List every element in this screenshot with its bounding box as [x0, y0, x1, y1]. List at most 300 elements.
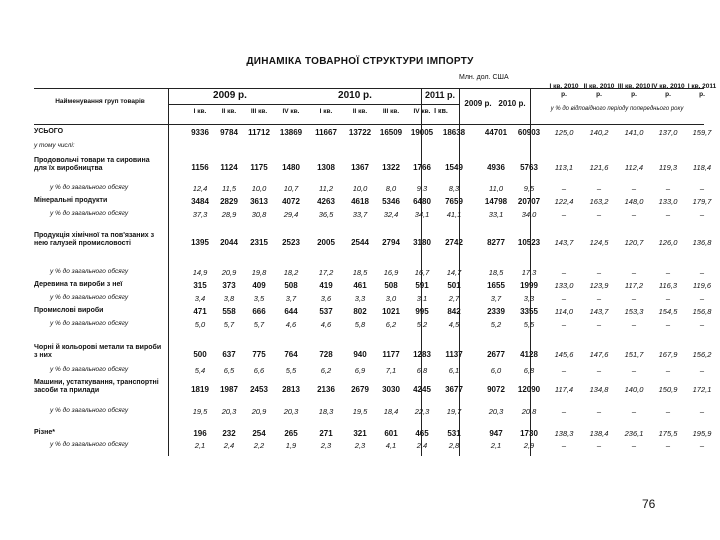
- table-cell: 9336: [191, 128, 209, 137]
- table-cell: 20707: [517, 197, 541, 206]
- table-cell: 20,3: [488, 407, 504, 416]
- table-cell: 14,9: [192, 268, 208, 277]
- table-vline: [168, 88, 169, 456]
- row-label: Різне*: [34, 429, 55, 436]
- table-cell: 764: [284, 350, 298, 359]
- table-cell: 124,5: [589, 238, 609, 247]
- table-cell: 2,7: [448, 294, 460, 303]
- table-cell: 4936: [487, 163, 505, 172]
- table-cell: 4263: [317, 197, 335, 206]
- document-title: ДИНАМІКА ТОВАРНОЇ СТРУКТУРИ ІМПОРТУ: [246, 56, 474, 67]
- table-cell: 6480: [413, 197, 431, 206]
- table-cell: 156,8: [692, 307, 712, 316]
- table-cell: 22,3: [414, 407, 430, 416]
- table-cell: 156,2: [692, 350, 712, 359]
- table-cell: 113,1: [554, 163, 574, 172]
- table-cell: –: [699, 366, 705, 375]
- table-cell: –: [631, 210, 637, 219]
- row-label: Чорні й кольорові метали та вироби з них: [34, 344, 162, 359]
- row-label: у % до загального обсягу: [50, 441, 129, 448]
- table-cell: 1021: [382, 307, 400, 316]
- table-cell: 6,1: [448, 366, 460, 375]
- table-cell: 6,9: [354, 366, 366, 375]
- table-cell: –: [596, 268, 602, 277]
- table-cell: 16,7: [414, 268, 430, 277]
- table-cell: 17,2: [318, 268, 334, 277]
- header-year-2009: 2009 р.: [213, 90, 247, 101]
- table-cell: 531: [447, 429, 461, 438]
- table-cell: 9784: [220, 128, 238, 137]
- table-cell: 2,4: [223, 441, 235, 450]
- table-hline: [168, 104, 459, 105]
- table-cell: 117,2: [624, 281, 644, 290]
- table-cell: 8,3: [448, 184, 460, 193]
- table-cell: –: [596, 366, 602, 375]
- table-cell: –: [631, 407, 637, 416]
- table-cell: 11,2: [318, 184, 334, 193]
- table-cell: 20,9: [251, 407, 267, 416]
- table-cell: 3,0: [385, 294, 397, 303]
- row-label: Мінеральні продукти: [34, 197, 108, 204]
- table-cell: 5,4: [194, 366, 206, 375]
- table-cell: 232: [222, 429, 236, 438]
- table-cell: 5,0: [194, 320, 206, 329]
- table-cell: 147,6: [589, 350, 609, 359]
- table-cell: 13722: [348, 128, 372, 137]
- row-label: Машини, устаткування, транспортні засоби та прилади: [34, 379, 159, 394]
- table-cell: 4,6: [285, 320, 297, 329]
- header-name-column: Найменування груп товарів: [55, 98, 145, 105]
- table-cell: 140,0: [624, 385, 644, 394]
- table-cell: 34,0: [521, 210, 537, 219]
- table-cell: –: [596, 441, 602, 450]
- table-cell: 4618: [351, 197, 369, 206]
- table-cell: –: [699, 268, 705, 277]
- table-cell: 9,5: [523, 184, 535, 193]
- header-growth-period: І кв. 2011 р.: [687, 83, 717, 98]
- table-cell: 3180: [413, 238, 431, 247]
- table-cell: 471: [193, 307, 207, 316]
- table-cell: –: [699, 320, 705, 329]
- header-quarter: І кв.: [319, 108, 333, 115]
- row-label: у % до загального обсягу: [50, 184, 129, 191]
- table-cell: 34,1: [414, 210, 430, 219]
- table-cell: –: [665, 366, 671, 375]
- table-cell: 501: [447, 281, 461, 290]
- table-cell: 2679: [351, 385, 369, 394]
- table-cell: 18,3: [318, 407, 334, 416]
- table-cell: 10,0: [251, 184, 267, 193]
- table-cell: –: [665, 294, 671, 303]
- table-cell: 2,3: [320, 441, 332, 450]
- table-cell: 1367: [351, 163, 369, 172]
- row-label: у % до загального обсягу: [50, 320, 129, 327]
- table-cell: 118,4: [692, 163, 712, 172]
- table-cell: 122,4: [554, 197, 574, 206]
- table-cell: 9072: [487, 385, 505, 394]
- table-cell: 6,2: [320, 366, 332, 375]
- table-cell: 11,0: [488, 184, 504, 193]
- table-cell: –: [561, 441, 567, 450]
- table-cell: 6,5: [223, 366, 235, 375]
- table-cell: 5,2: [490, 320, 502, 329]
- table-cell: 148,0: [624, 197, 644, 206]
- header-year-2010: 2010 р.: [338, 90, 372, 101]
- table-hline: [34, 124, 704, 125]
- table-cell: 121,6: [589, 163, 609, 172]
- table-cell: 28,9: [221, 210, 237, 219]
- table-cell: 29,4: [283, 210, 299, 219]
- table-cell: 5,7: [253, 320, 265, 329]
- table-cell: 2794: [382, 238, 400, 247]
- table-cell: 2315: [250, 238, 268, 247]
- table-cell: –: [699, 210, 705, 219]
- table-cell: 3,5: [253, 294, 265, 303]
- row-label: у тому числі:: [34, 142, 75, 149]
- table-cell: 18,5: [352, 268, 368, 277]
- table-cell: 9,3: [416, 184, 428, 193]
- table-cell: 14798: [484, 197, 508, 206]
- table-cell: 136,8: [692, 238, 712, 247]
- table-cell: 508: [284, 281, 298, 290]
- table-cell: 10523: [517, 238, 541, 247]
- row-label: Промислові вироби: [34, 307, 104, 314]
- table-cell: 30,8: [251, 210, 267, 219]
- table-cell: –: [699, 294, 705, 303]
- header-growth-period: І кв. 2010 р.: [549, 83, 579, 98]
- table-cell: 2339: [487, 307, 505, 316]
- table-cell: –: [665, 210, 671, 219]
- row-label: Продовольчі товари та сировина для їх виробництва: [34, 157, 150, 172]
- table-cell: 16509: [379, 128, 403, 137]
- table-cell: –: [631, 268, 637, 277]
- table-cell: –: [631, 184, 637, 193]
- header-quarter: ІІІ кв.: [382, 108, 400, 115]
- table-cell: 3484: [191, 197, 209, 206]
- table-cell: 1549: [445, 163, 463, 172]
- table-cell: 112,4: [624, 163, 644, 172]
- header-growth-period: IV кв. 2010 р.: [651, 83, 685, 98]
- table-cell: 36,5: [318, 210, 334, 219]
- table-cell: 1999: [520, 281, 538, 290]
- table-cell: 19,5: [192, 407, 208, 416]
- table-cell: 321: [353, 429, 367, 438]
- table-cell: 2,3: [354, 441, 366, 450]
- table-cell: 141,0: [624, 128, 644, 137]
- table-cell: 2742: [445, 238, 463, 247]
- table-cell: 145,6: [554, 350, 574, 359]
- table-cell: 153,3: [624, 307, 644, 316]
- table-cell: 1124: [220, 163, 238, 172]
- table-cell: –: [596, 294, 602, 303]
- table-cell: 2,8: [448, 441, 460, 450]
- table-cell: –: [561, 294, 567, 303]
- table-cell: 995: [415, 307, 429, 316]
- table-cell: –: [561, 268, 567, 277]
- table-cell: 20,3: [283, 407, 299, 416]
- table-cell: –: [561, 366, 567, 375]
- table-cell: 728: [319, 350, 333, 359]
- header-quarter: IV кв.: [413, 108, 431, 115]
- table-cell: 16,9: [383, 268, 399, 277]
- table-cell: 123,9: [589, 281, 609, 290]
- table-cell: 20,9: [221, 268, 237, 277]
- table-cell: –: [596, 210, 602, 219]
- table-cell: 1322: [382, 163, 400, 172]
- table-cell: 20,8: [521, 407, 537, 416]
- table-cell: 125,0: [554, 128, 574, 137]
- table-cell: –: [631, 320, 637, 329]
- table-cell: 2544: [351, 238, 369, 247]
- table-cell: 195,9: [692, 429, 712, 438]
- table-cell: 1655: [487, 281, 505, 290]
- table-cell: 11,5: [221, 184, 237, 193]
- table-cell: 2453: [250, 385, 268, 394]
- table-cell: 2,9: [523, 441, 535, 450]
- table-cell: 13869: [279, 128, 303, 137]
- table-cell: 11712: [248, 128, 270, 137]
- table-cell: 18,4: [383, 407, 399, 416]
- table-cell: 254: [252, 429, 266, 438]
- table-cell: –: [699, 407, 705, 416]
- table-cell: –: [561, 210, 567, 219]
- table-cell: 33,1: [488, 210, 504, 219]
- table-cell: 14,7: [446, 268, 462, 277]
- table-cell: 137,0: [658, 128, 678, 137]
- table-cell: 44701: [484, 128, 508, 137]
- table-cell: 409: [252, 281, 266, 290]
- table-cell: 17,3: [521, 268, 537, 277]
- table-cell: 4128: [520, 350, 538, 359]
- table-cell: –: [631, 294, 637, 303]
- table-cell: 1308: [317, 163, 335, 172]
- table-cell: 32,4: [383, 210, 399, 219]
- table-cell: 138,3: [554, 429, 574, 438]
- table-cell: 19,5: [352, 407, 368, 416]
- table-cell: 6,8: [416, 366, 428, 375]
- table-cell: 119,3: [658, 163, 678, 172]
- table-cell: 179,7: [692, 197, 712, 206]
- table-cell: 151,7: [624, 350, 644, 359]
- table-cell: 138,4: [589, 429, 609, 438]
- table-cell: 3613: [250, 197, 268, 206]
- table-cell: 271: [319, 429, 333, 438]
- table-cell: 117,4: [554, 385, 574, 394]
- table-cell: 37,3: [192, 210, 208, 219]
- table-cell: 1156: [191, 163, 209, 172]
- table-cell: 373: [222, 281, 236, 290]
- table-cell: 315: [193, 281, 207, 290]
- table-cell: 3,3: [523, 294, 535, 303]
- table-cell: –: [561, 407, 567, 416]
- table-cell: 1987: [220, 385, 238, 394]
- header-growth-period: ІІ кв. 2010 р.: [583, 83, 615, 98]
- table-cell: 5763: [520, 163, 538, 172]
- table-cell: 167,9: [658, 350, 678, 359]
- table-cell: 2677: [487, 350, 505, 359]
- table-cell: 126,0: [658, 238, 678, 247]
- table-cell: 591: [415, 281, 429, 290]
- table-cell: 1175: [250, 163, 268, 172]
- table-cell: 2813: [282, 385, 300, 394]
- table-cell: 12090: [517, 385, 541, 394]
- header-growth-period: ІІІ кв. 2010 р.: [617, 83, 651, 98]
- header-quarter: І кв.: [193, 108, 207, 115]
- table-cell: 7,1: [385, 366, 397, 375]
- header-annual-2009: 2009 р.: [464, 99, 492, 108]
- table-cell: 500: [193, 350, 207, 359]
- table-cell: –: [631, 441, 637, 450]
- table-cell: 159,7: [692, 128, 712, 137]
- table-cell: 419: [319, 281, 333, 290]
- table-cell: 3030: [382, 385, 400, 394]
- table-cell: 120,7: [624, 238, 644, 247]
- row-label: Деревина та вироби з неї: [34, 281, 123, 288]
- table-cell: 133,0: [554, 281, 574, 290]
- table-cell: 1137: [445, 350, 463, 359]
- table-cell: 5,5: [523, 320, 535, 329]
- table-cell: 3,8: [223, 294, 235, 303]
- table-cell: 3,7: [490, 294, 502, 303]
- table-cell: 802: [353, 307, 367, 316]
- header-quarter: ІІ кв.: [221, 108, 237, 115]
- table-cell: 4072: [282, 197, 300, 206]
- table-cell: 7659: [445, 197, 463, 206]
- row-label: УСЬОГО: [34, 128, 64, 135]
- table-cell: 41,1: [446, 210, 462, 219]
- table-cell: 5,2: [416, 320, 428, 329]
- table-cell: –: [596, 407, 602, 416]
- table-cell: 33,7: [352, 210, 368, 219]
- header-quarter: ІІ кв.: [352, 108, 368, 115]
- table-cell: –: [665, 184, 671, 193]
- table-cell: 12,4: [192, 184, 208, 193]
- table-cell: 114,0: [554, 307, 574, 316]
- table-cell: 143,7: [589, 307, 609, 316]
- table-cell: 2523: [282, 238, 300, 247]
- row-label: у % до загального обсягу: [50, 407, 129, 414]
- table-cell: –: [596, 184, 602, 193]
- table-cell: 5,5: [285, 366, 297, 375]
- table-cell: –: [665, 407, 671, 416]
- table-cell: 143,7: [554, 238, 574, 247]
- row-label: у % до загального обсягу: [50, 366, 129, 373]
- table-cell: –: [561, 184, 567, 193]
- table-cell: 1819: [191, 385, 209, 394]
- table-cell: 3,6: [320, 294, 332, 303]
- table-cell: 3,3: [354, 294, 366, 303]
- table-cell: 1480: [282, 163, 300, 172]
- table-cell: 4,5: [448, 320, 460, 329]
- table-cell: 3677: [445, 385, 463, 394]
- table-cell: 11667: [315, 128, 337, 137]
- table-cell: 2044: [220, 238, 238, 247]
- table-cell: 265: [284, 429, 298, 438]
- table-cell: 119,6: [692, 281, 712, 290]
- table-cell: 558: [222, 307, 236, 316]
- table-cell: 6,8: [523, 366, 535, 375]
- table-cell: 3,1: [416, 294, 428, 303]
- table-cell: 10,7: [283, 184, 299, 193]
- table-cell: 2,2: [253, 441, 265, 450]
- table-cell: 940: [353, 350, 367, 359]
- table-cell: 19005: [410, 128, 434, 137]
- table-cell: 8277: [487, 238, 505, 247]
- table-cell: –: [699, 184, 705, 193]
- page-number: 76: [642, 497, 656, 511]
- table-cell: 5,8: [354, 320, 366, 329]
- table-cell: 1730: [520, 429, 538, 438]
- table-cell: 601: [384, 429, 398, 438]
- table-cell: 116,3: [658, 281, 678, 290]
- table-cell: 4,6: [320, 320, 332, 329]
- table-cell: –: [665, 320, 671, 329]
- table-cell: 18638: [442, 128, 466, 137]
- table-cell: 2,1: [194, 441, 206, 450]
- table-cell: 2005: [317, 238, 335, 247]
- table-cell: 6,0: [490, 366, 502, 375]
- header-annual-2010: 2010 р.: [498, 99, 526, 108]
- table-cell: 196: [193, 429, 207, 438]
- table-cell: 6,2: [385, 320, 397, 329]
- table-cell: 537: [319, 307, 333, 316]
- table-cell: 163,2: [589, 197, 609, 206]
- table-cell: 140,2: [589, 128, 609, 137]
- table-cell: 6,6: [253, 366, 265, 375]
- row-label: у % до загального обсягу: [50, 210, 129, 217]
- table-cell: 1766: [413, 163, 431, 172]
- table-cell: 3355: [520, 307, 538, 316]
- table-cell: 1395: [191, 238, 209, 247]
- table-cell: 10,0: [352, 184, 368, 193]
- table-cell: 2,4: [416, 441, 428, 450]
- table-cell: –: [596, 320, 602, 329]
- table-cell: 134,8: [589, 385, 609, 394]
- table-cell: 2829: [220, 197, 238, 206]
- table-cell: 1,9: [285, 441, 297, 450]
- table-cell: 172,1: [692, 385, 712, 394]
- table-cell: 508: [384, 281, 398, 290]
- table-cell: 19,7: [446, 407, 462, 416]
- table-cell: 465: [415, 429, 429, 438]
- table-cell: 236,1: [624, 429, 644, 438]
- table-cell: 19,8: [251, 268, 267, 277]
- header-growth-note: у % до відповідного періоду попереднього року: [550, 106, 684, 112]
- table-cell: 60903: [517, 128, 541, 137]
- table-cell: 4,1: [385, 441, 397, 450]
- table-cell: 133,0: [658, 197, 678, 206]
- units-label: Млн. дол. США: [459, 74, 509, 81]
- row-label: у % до загального обсягу: [50, 268, 129, 275]
- header-year-2011-q1: І кв.: [434, 108, 448, 115]
- table-cell: 947: [489, 429, 503, 438]
- row-label: Продукція хімічної та пов'язаних з нею галузей промисловості: [34, 232, 155, 247]
- table-cell: 3,4: [194, 294, 206, 303]
- table-cell: 637: [222, 350, 236, 359]
- table-cell: 5346: [382, 197, 400, 206]
- table-cell: –: [561, 320, 567, 329]
- header-quarter: IV кв.: [282, 108, 300, 115]
- header-quarter: ІІІ кв.: [250, 108, 268, 115]
- table-cell: 3,7: [285, 294, 297, 303]
- header-year-2011: 2011 р.: [424, 90, 456, 100]
- table-cell: 8,0: [385, 184, 397, 193]
- table-cell: 4245: [413, 385, 431, 394]
- table-cell: 461: [353, 281, 367, 290]
- table-cell: 1177: [382, 350, 400, 359]
- table-cell: 154,5: [658, 307, 678, 316]
- table-cell: –: [665, 268, 671, 277]
